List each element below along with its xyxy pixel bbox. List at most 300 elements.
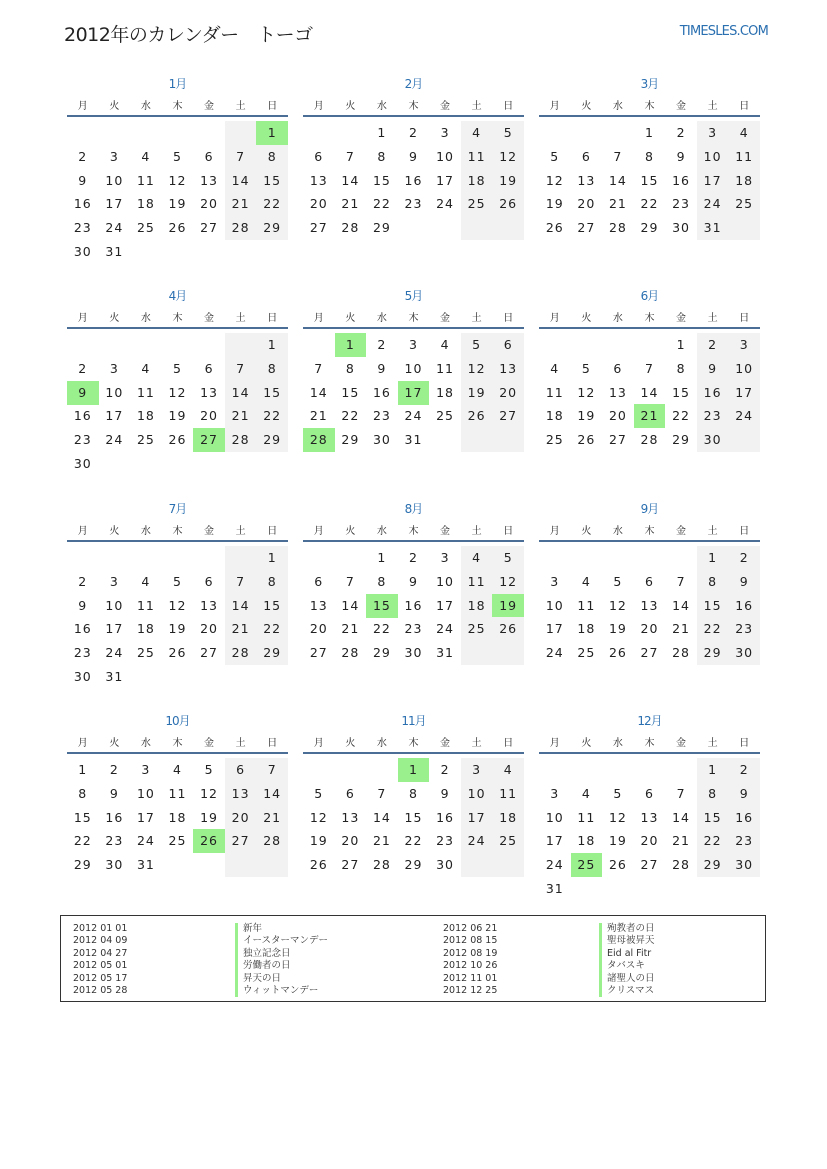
day-cell: 12 [608,597,627,613]
day-cell: 5 [492,546,524,570]
day-cell: 30 [697,428,729,452]
day-cell: 30 [73,456,92,471]
day-cell: 26 [608,645,627,661]
day-cell: 2 [78,360,88,376]
day-cell: 15 [672,384,690,400]
day-cell: 16 [105,809,124,825]
day-cell: 14 [256,782,288,806]
day-cell: 18 [461,169,493,193]
day-cell: 7 [676,573,686,589]
weekday-label: 水 [376,526,387,537]
day-cell: 7 [645,360,654,376]
weekday-label: 土 [235,738,246,749]
weekday-label: 金 [676,526,687,537]
holiday-day-cell: 1 [335,333,367,357]
holiday-day-cell: 26 [193,829,225,853]
month-divider [539,115,760,117]
weekday-label: 水 [140,738,151,749]
weekday-label: 日 [267,738,278,749]
day-cell: 24 [461,829,493,853]
holiday-day-cell: 21 [634,404,666,428]
weekday-label: 水 [612,738,623,749]
day-cell: 26 [577,432,596,448]
day-cell: 10 [461,782,493,806]
day-cell: 28 [640,432,659,448]
day-cell: 6 [204,148,214,164]
weekend-blank [225,546,257,570]
holiday-date: 2012 12 25 [443,985,498,996]
day-cell: 8 [645,148,654,164]
day-cell: 11 [136,597,155,613]
weekday-label: 日 [739,101,750,112]
day-cell: 24 [105,432,124,448]
day-cell: 27 [577,220,596,236]
day-cell: 4 [728,121,760,145]
day-cell: 2 [676,125,686,140]
day-cell: 2 [78,148,88,164]
day-cell: 18 [168,809,187,825]
weekday-label: 月 [549,738,560,749]
day-cell: 15 [697,806,729,830]
day-cell: 3 [109,148,119,164]
day-cell: 7 [676,785,686,801]
day-cell: 7 [225,357,257,381]
day-cell: 15 [341,384,360,400]
day-cell: 5 [581,360,591,376]
day-cell: 29 [372,220,391,236]
holiday-date: 2012 08 19 [443,947,498,959]
day-cell: 30 [404,645,423,661]
day-cell: 14 [672,597,690,613]
day-cell: 17 [136,809,155,825]
day-cell: 8 [256,570,288,594]
day-cell: 20 [492,381,524,405]
month-divider [67,752,288,754]
weekday-label: 金 [676,313,687,324]
month-divider [303,540,524,542]
day-cell: 11 [136,384,155,400]
day-cell: 21 [672,621,690,637]
day-cell: 13 [309,597,328,613]
holiday-date: 2012 08 15 [443,935,498,947]
day-cell: 5 [550,148,560,164]
day-cell: 17 [436,172,454,188]
day-cell: 21 [608,196,627,212]
day-cell: 16 [73,408,92,424]
holiday-date: 2012 06 21 [443,923,498,934]
day-cell: 29 [256,428,288,452]
day-cell: 7 [256,758,288,782]
day-cell: 14 [225,169,257,193]
weekday-label: 木 [408,738,419,749]
month-divider [67,115,288,117]
weekday-label: 火 [109,526,120,537]
day-cell: 25 [728,192,760,216]
day-cell: 3 [409,337,418,352]
holiday-name: 独立記念日 [235,948,291,960]
day-cell: 23 [73,220,92,236]
day-cell: 31 [436,645,454,661]
page-title: 2012年のカレンダー トーゴ [64,24,313,46]
day-cell: 24 [404,408,423,424]
day-cell: 13 [492,357,524,381]
day-cell: 15 [256,381,288,405]
day-cell: 10 [436,148,454,164]
day-cell: 3 [550,573,560,589]
day-cell: 11 [168,785,187,801]
day-cell: 9 [78,597,88,613]
weekday-label: 火 [581,313,592,324]
day-cell: 2 [728,758,760,782]
day-cell: 14 [225,381,257,405]
day-cell: 3 [728,333,760,357]
day-cell: 20 [309,621,328,637]
day-cell: 17 [728,381,760,405]
day-cell: 27 [200,645,218,661]
weekend-blank [225,333,257,357]
day-cell: 7 [377,785,387,801]
day-cell: 24 [105,220,124,236]
day-cell: 26 [492,192,524,216]
weekday-label: 水 [140,101,151,112]
weekday-label: 水 [612,313,623,324]
day-cell: 31 [105,244,124,259]
holiday-name: 新年 [235,923,262,935]
weekday-label: 日 [739,738,750,749]
holiday-list [60,915,766,1002]
day-cell: 22 [256,404,288,428]
day-cell: 4 [141,148,151,164]
month-divider [67,540,288,542]
day-cell: 13 [341,809,360,825]
month-name: 11月 [401,714,426,728]
holiday-date: 2012 04 27 [73,947,128,959]
day-cell: 23 [372,408,391,424]
weekday-label: 水 [140,313,151,324]
weekday-label: 月 [313,738,324,749]
day-cell: 3 [109,573,119,589]
day-cell: 31 [697,216,729,240]
weekday-label: 木 [172,526,183,537]
day-cell: 16 [672,172,690,188]
day-cell: 30 [728,641,760,665]
day-cell: 27 [309,220,328,236]
day-cell: 11 [461,145,493,169]
day-cell: 30 [105,857,124,873]
day-cell: 13 [200,172,218,188]
day-cell: 31 [545,881,564,896]
day-cell: 7 [345,573,355,589]
day-cell: 18 [461,594,493,618]
day-cell: 1 [256,546,288,570]
day-cell: 1 [78,762,88,777]
day-cell: 6 [581,148,591,164]
day-cell: 20 [640,833,659,849]
month-name: 10月 [165,714,190,728]
day-cell: 22 [372,196,391,212]
day-cell: 10 [105,384,124,400]
weekday-label: 水 [612,526,623,537]
day-cell: 15 [256,594,288,618]
day-cell: 20 [309,196,328,212]
day-cell: 17 [105,408,124,424]
weekday-label: 火 [109,738,120,749]
holiday-day-cell: 9 [67,381,99,405]
day-cell: 14 [341,172,360,188]
day-cell: 4 [141,573,151,589]
day-cell: 10 [436,573,454,589]
day-cell: 19 [608,621,627,637]
day-cell: 23 [404,196,423,212]
weekday-label: 月 [77,101,88,112]
day-cell: 11 [577,809,596,825]
day-cell: 22 [640,196,659,212]
month-divider [303,115,524,117]
weekday-label: 日 [739,313,750,324]
day-cell: 18 [136,408,155,424]
day-cell: 23 [73,645,92,661]
day-cell: 1 [377,125,387,140]
month-name: 7月 [168,502,187,516]
holiday-name: イースターマンデー [235,935,328,947]
month-name: 9月 [640,502,659,516]
day-cell: 13 [309,172,328,188]
day-cell: 3 [109,360,119,376]
day-cell: 9 [78,172,88,188]
day-cell: 10 [545,809,564,825]
day-cell: 14 [309,384,328,400]
day-cell: 30 [728,853,760,877]
day-cell: 28 [256,829,288,853]
day-cell: 22 [672,408,690,424]
day-cell: 14 [225,594,257,618]
day-cell: 21 [372,833,391,849]
day-cell: 21 [256,806,288,830]
day-cell: 16 [728,594,760,618]
weekday-label: 金 [440,738,451,749]
day-cell: 8 [256,357,288,381]
day-cell: 25 [461,192,493,216]
day-cell: 21 [225,617,257,641]
day-cell: 2 [409,125,418,140]
holiday-day-cell: 25 [571,853,603,877]
day-cell: 20 [200,408,218,424]
day-cell: 11 [545,384,564,400]
day-cell: 12 [309,809,328,825]
site-name[interactable]: TIMESLES.COM [679,24,768,39]
day-cell: 24 [105,645,124,661]
weekend-blank [225,853,257,877]
day-cell: 12 [492,145,524,169]
weekday-label: 月 [77,526,88,537]
day-cell: 18 [136,621,155,637]
day-cell: 14 [672,809,690,825]
day-cell: 11 [136,172,155,188]
day-cell: 5 [613,785,623,801]
weekday-label: 水 [612,101,623,112]
day-cell: 6 [204,573,214,589]
holiday-name: 諸聖人の日 [599,973,655,985]
weekday-label: 金 [676,101,687,112]
day-cell: 23 [672,196,690,212]
month-divider [303,752,524,754]
day-cell: 25 [577,645,596,661]
day-cell: 18 [492,806,524,830]
day-cell: 8 [256,145,288,169]
day-cell: 14 [372,809,391,825]
day-cell: 20 [225,806,257,830]
holiday-day-cell: 17 [398,381,430,405]
day-cell: 23 [436,833,454,849]
day-cell: 12 [608,809,627,825]
day-cell: 6 [345,785,355,801]
day-cell: 17 [436,597,454,613]
weekday-label: 金 [440,101,451,112]
day-cell: 22 [256,192,288,216]
day-cell: 18 [545,408,564,424]
day-cell: 28 [225,428,257,452]
holiday-name: 聖母被昇天 [599,935,655,947]
day-cell: 7 [314,360,324,376]
weekday-label: 月 [549,313,560,324]
day-cell: 30 [436,857,454,873]
day-cell: 1 [256,333,288,357]
month-divider [539,540,760,542]
day-cell: 10 [728,357,760,381]
day-cell: 2 [78,573,88,589]
weekday-label: 土 [707,313,718,324]
day-cell: 20 [577,196,596,212]
day-cell: 30 [73,244,92,259]
weekday-label: 日 [503,526,514,537]
day-cell: 13 [225,782,257,806]
weekday-label: 日 [267,313,278,324]
day-cell: 6 [613,360,623,376]
month-name: 5月 [404,289,423,303]
day-cell: 13 [200,597,218,613]
day-cell: 30 [73,669,92,684]
day-cell: 2 [109,762,119,777]
day-cell: 29 [73,857,92,873]
holiday-name: クリスマス [599,985,654,997]
day-cell: 9 [697,357,729,381]
weekend-blank [461,641,493,665]
day-cell: 27 [492,404,524,428]
weekday-label: 木 [172,101,183,112]
day-cell: 29 [697,853,729,877]
weekday-label: 水 [376,101,387,112]
day-cell: 28 [225,641,257,665]
day-cell: 1 [645,125,654,140]
day-cell: 31 [404,432,423,448]
day-cell: 6 [314,573,324,589]
weekday-label: 金 [676,738,687,749]
day-cell: 8 [377,148,387,164]
day-cell: 12 [461,357,493,381]
day-cell: 24 [436,196,454,212]
day-cell: 18 [577,621,596,637]
day-cell: 12 [168,597,187,613]
day-cell: 22 [697,617,729,641]
day-cell: 30 [672,220,690,236]
day-cell: 25 [545,432,564,448]
day-cell: 27 [640,645,659,661]
day-cell: 18 [436,384,454,400]
weekday-label: 木 [644,101,655,112]
month-name: 4月 [168,289,187,303]
day-cell: 29 [341,432,360,448]
weekday-label: 火 [581,101,592,112]
weekday-label: 月 [549,101,560,112]
holiday-date: 2012 05 17 [73,972,128,984]
holiday-date: 2012 01 01 [73,923,128,934]
weekend-blank [256,853,288,877]
day-cell: 3 [141,762,151,777]
day-cell: 7 [225,570,257,594]
holiday-day-cell: 1 [398,758,430,782]
day-cell: 23 [728,617,760,641]
month-divider [303,327,524,329]
weekday-label: 土 [235,101,246,112]
weekday-label: 金 [204,313,215,324]
weekday-label: 日 [503,738,514,749]
day-cell: 26 [545,220,564,236]
day-cell: 4 [141,360,151,376]
weekday-label: 土 [471,738,482,749]
day-cell: 21 [225,192,257,216]
day-cell: 15 [697,594,729,618]
day-cell: 27 [200,220,218,236]
day-cell: 8 [697,782,729,806]
day-cell: 15 [372,172,391,188]
day-cell: 27 [608,432,627,448]
month-name: 12月 [637,714,662,728]
day-cell: 24 [545,645,564,661]
day-cell: 20 [341,833,360,849]
weekday-label: 火 [345,313,356,324]
day-cell: 11 [461,570,493,594]
weekday-label: 金 [440,526,451,537]
weekend-blank [225,121,257,145]
month-name: 1月 [168,77,187,91]
weekday-label: 土 [707,738,718,749]
day-cell: 2 [440,762,450,777]
day-cell: 17 [697,169,729,193]
day-cell: 9 [377,360,387,376]
day-cell: 23 [105,833,124,849]
day-cell: 27 [225,829,257,853]
weekend-blank [728,428,760,452]
month-divider [539,327,760,329]
weekday-label: 火 [581,738,592,749]
day-cell: 19 [168,196,187,212]
day-cell: 10 [404,360,423,376]
day-cell: 20 [200,196,218,212]
weekday-label: 木 [408,101,419,112]
day-cell: 21 [309,408,328,424]
day-cell: 20 [608,408,627,424]
day-cell: 26 [168,645,187,661]
day-cell: 21 [672,833,690,849]
day-cell: 20 [200,621,218,637]
weekday-label: 火 [109,101,120,112]
day-cell: 19 [200,809,218,825]
day-cell: 31 [136,857,155,873]
weekend-blank [461,428,493,452]
day-cell: 12 [168,172,187,188]
day-cell: 23 [728,829,760,853]
day-cell: 4 [461,121,493,145]
